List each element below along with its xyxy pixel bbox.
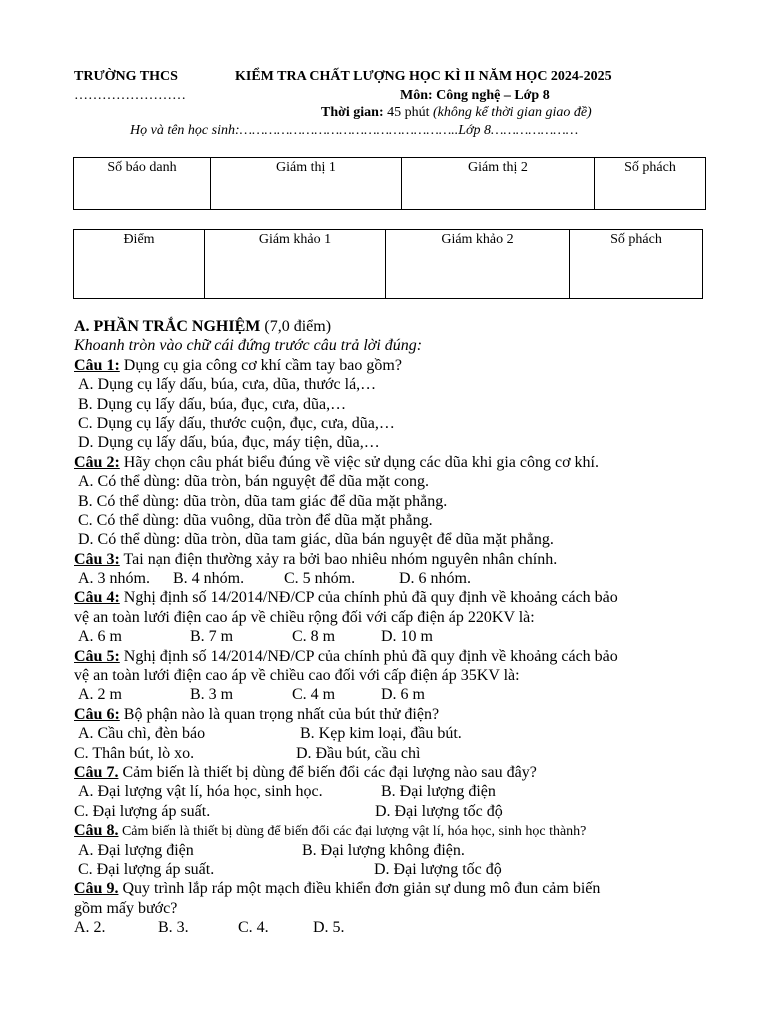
q3-option-b[interactable]: B. 4 nhóm. (173, 570, 245, 588)
q1-option-a[interactable]: A. Dụng cụ lấy dấu, búa, cưa, dũa, thước lá,… (78, 376, 377, 394)
q4-number: Câu 4: (74, 589, 120, 607)
q8-option-d[interactable]: D. Đại lượng tốc độ (374, 860, 502, 878)
q9-option-d[interactable]: D. 5. (313, 919, 345, 937)
question-7 (74, 763, 694, 782)
q6-number: Câu 6: (74, 705, 120, 723)
q3-option-d[interactable]: D. 6 nhóm. (399, 570, 471, 588)
q6-text: Bộ phận nào là quan trọng nhất của bút thử điện? (119, 705, 440, 723)
subject-line: Môn: Công nghệ – Lớp 8 (400, 88, 550, 103)
q2-option-b[interactable]: B. Có thể dùng: dũa tròn, dũa tam giác để dũa mặt phẳng. (78, 492, 448, 510)
q4-option-a[interactable]: A. 6 m (78, 628, 122, 646)
q6-option-c[interactable]: C. Thân bút, lò xo. (74, 744, 195, 762)
q4-option-b[interactable]: B. 7 m (190, 628, 234, 646)
question-6 (74, 705, 694, 724)
q5-number: Câu 5: (74, 647, 120, 665)
q7-option-c[interactable]: C. Đại lượng áp suất. (74, 802, 211, 820)
q3-option-a[interactable]: A. 3 nhóm. (78, 570, 150, 588)
q9-option-b[interactable]: B. 3. (158, 919, 189, 937)
q6-option-d[interactable]: D. Đầu bút, cầu chì (296, 744, 421, 762)
q7-options-row-2 (74, 802, 694, 821)
cell-giam-thi-1: Giám thị 1 (211, 158, 402, 210)
time-label: Thời gian: (321, 105, 384, 120)
cell-so-bao-danh: Số báo danh (74, 158, 211, 210)
q5-options (74, 685, 694, 704)
cell-giam-khao-2: Giám khảo 2 (386, 230, 570, 299)
q2-number: Câu 2: (74, 453, 120, 471)
q8-number: Câu 8. (74, 822, 119, 840)
question-5 (74, 647, 694, 666)
student-line: Họ và tên học sinh:……………………………………………..Lớp 8………………… (130, 123, 579, 138)
section-title: A. PHẦN TRẮC NGHIỆM (74, 318, 261, 335)
cell-giam-khao-1: Giám khảo 1 (205, 230, 386, 299)
time-line (321, 105, 592, 121)
q6-option-a[interactable]: A. Cầu chì, đèn báo (78, 725, 206, 743)
q9-option-a[interactable]: A. 2. (74, 919, 106, 937)
time-value: 45 phút (383, 105, 430, 120)
q4-text-2: vệ an toàn lưới điện cao áp về chiều rộng đối với cấp điện áp 220KV là: (74, 608, 535, 626)
q5-option-b[interactable]: B. 3 m (190, 686, 234, 704)
q5-option-d[interactable]: D. 6 m (381, 686, 425, 704)
q1-option-d[interactable]: D. Dụng cụ lấy dấu, búa, đục, máy tiện, dũa,… (78, 434, 380, 452)
q7-options-row-1 (74, 782, 694, 801)
q5-text-1: Nghị định số 14/2014/NĐ/CP của chính phủ đã quy định về khoảng cách bảo (119, 647, 618, 665)
question-2 (74, 453, 694, 472)
q9-text-1: Quy trình lắp ráp một mạch điều khiển đơn giản sự dung mô đun cảm biến (118, 880, 601, 898)
section-instruction: Khoanh tròn vào chữ cái đứng trước câu trả lời đúng: (74, 337, 423, 355)
q7-option-d[interactable]: D. Đại lượng tốc độ (375, 802, 503, 820)
question-section (74, 317, 694, 938)
q9-number: Câu 9. (74, 880, 119, 898)
q8-options-row-1 (74, 841, 694, 860)
q6-options-row-1 (74, 724, 694, 743)
q1-option-b[interactable]: B. Dụng cụ lấy dấu, búa, đục, cưa, dũa,… (78, 395, 347, 413)
q8-options-row-2 (74, 860, 694, 879)
q8-option-a[interactable]: A. Đại lượng điện (78, 841, 194, 859)
q7-text: Cảm biến là thiết bị dùng để biến đổi các đại lượng nào sau đây? (118, 763, 537, 781)
question-3 (74, 550, 694, 569)
q9-text-2: gồm mấy bước? (74, 899, 178, 917)
time-note: (không kể thời gian giao đề) (429, 105, 592, 120)
q8-text: Cảm biến là thiết bị dùng để biến đổi các đại lượng vật lí, hóa học, sinh học thành? (118, 824, 587, 840)
question-8 (74, 821, 694, 840)
q2-option-d[interactable]: D. Có thể dùng: dũa tròn, dũa tam giác, dũa bán nguyệt để dũa mặt phẳng. (78, 531, 554, 549)
question-4 (74, 588, 694, 607)
score-table (73, 229, 703, 299)
q3-text: Tai nạn điện thường xảy ra bởi bao nhiêu nhóm nguyên nhân chính. (119, 550, 558, 568)
q6-options-row-2 (74, 744, 694, 763)
q7-number: Câu 7. (74, 763, 119, 781)
q7-option-b[interactable]: B. Đại lượng điện (381, 783, 496, 801)
q2-option-a[interactable]: A. Có thể dùng: dũa tròn, bán nguyệt để dũa mặt cong. (78, 473, 430, 491)
candidate-table (73, 157, 706, 210)
q4-option-c[interactable]: C. 8 m (292, 628, 336, 646)
q9-option-c[interactable]: C. 4. (238, 919, 269, 937)
q1-number: Câu 1: (74, 356, 120, 374)
q3-options (74, 569, 694, 588)
q1-option-c[interactable]: C. Dụng cụ lấy dấu, thước cuộn, đục, cưa, dũa,… (78, 414, 395, 432)
q5-option-a[interactable]: A. 2 m (78, 686, 122, 704)
q4-text-1: Nghị định số 14/2014/NĐ/CP của chính phủ đã quy định về khoảng cách bảo (119, 589, 618, 607)
question-1 (74, 356, 694, 375)
cell-so-phach-1: Số phách (595, 158, 706, 210)
exam-title: KIỂM TRA CHẤT LƯỢNG HỌC KÌ II NĂM HỌC 2024-2025 (235, 69, 612, 84)
school-name: TRƯỜNG THCS (74, 69, 178, 84)
q4-options (74, 627, 694, 646)
q1-text: Dụng cụ gia công cơ khí cầm tay bao gồm? (119, 356, 402, 374)
q2-text: Hãy chọn câu phát biểu đúng về việc sử dụng các dũa khi gia công cơ khí. (119, 453, 599, 471)
q8-option-c[interactable]: C. Đại lượng áp suất. (78, 860, 215, 878)
school-dots: …………………… (74, 88, 186, 103)
question-9 (74, 879, 694, 898)
q5-text-2: vệ an toàn lưới điện cao áp về chiều cao đối với cấp điện áp 35KV là: (74, 667, 520, 685)
q6-option-b[interactable]: B. Kẹp kim loại, đầu bút. (300, 725, 462, 743)
q2-option-c[interactable]: C. Có thể dùng: dũa vuông, dũa tròn để dũa mặt phẳng. (78, 511, 433, 529)
q8-option-b[interactable]: B. Đại lượng không điện. (302, 841, 465, 859)
q4-option-d[interactable]: D. 10 m (381, 628, 433, 646)
cell-giam-thi-2: Giám thị 2 (402, 158, 595, 210)
section-points: (7,0 điểm) (260, 318, 332, 335)
section-heading (74, 317, 694, 336)
cell-diem: Điểm (74, 230, 205, 299)
q9-options (74, 918, 694, 937)
cell-so-phach-2: Số phách (570, 230, 703, 299)
q7-option-a[interactable]: A. Đại lượng vật lí, hóa học, sinh học. (78, 783, 323, 801)
q3-number: Câu 3: (74, 550, 120, 568)
q5-option-c[interactable]: C. 4 m (292, 686, 336, 704)
q3-option-c[interactable]: C. 5 nhóm. (284, 570, 356, 588)
